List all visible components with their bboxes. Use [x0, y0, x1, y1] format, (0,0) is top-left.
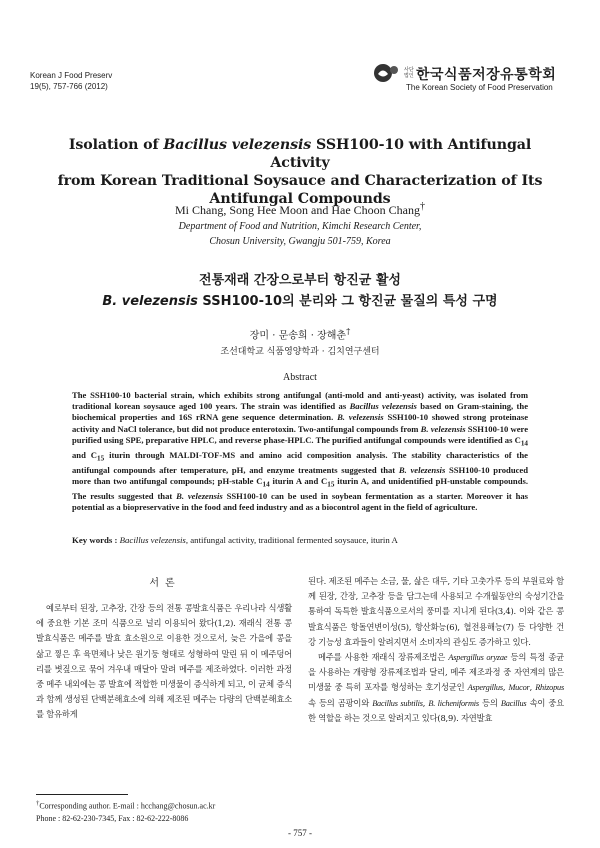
abstract-sub: 15 — [97, 454, 105, 463]
body-italic: Mucor — [508, 683, 530, 693]
footnote-line1: Corresponding author. E-mail : hcchang@chosun.ac.kr — [39, 801, 216, 811]
keywords-label: Key words : — [72, 535, 118, 545]
body-seg: , — [529, 682, 536, 693]
abstract-seg: based on Gram-staining, the biochemical properties and 16S rRNA gene sequence determination. — [72, 401, 529, 423]
abstract-sub: 14 — [520, 439, 528, 448]
affiliation-line2: Chosun University, Gwangju 501-759, Korea — [209, 236, 391, 247]
society-logo-icon — [372, 62, 402, 84]
body-italic: Aspergillus — [467, 683, 503, 693]
body-seg: 등의 특정 종균을 사용하는 개량형 장류제조법과 달리, 메주 제조과정 중 자연계의 많은 미생물 중 특히 포자를 형성하는 호기성균인 — [308, 652, 565, 693]
body-seg: 등의 — [478, 697, 501, 708]
abstract-heading: Abstract — [283, 372, 317, 383]
keywords-italic: Bacillus velezensis — [119, 535, 186, 545]
affiliation — [40, 219, 560, 249]
title-line1-pre: Isolation of — [68, 137, 164, 153]
abstract-seg: SSH100-10 can be used in soybean fermentation as a starter. Moreover it has potential as a biopreservative in the food and feed industry and as a biocontrol agent in the field of agriculture. — [72, 490, 528, 512]
body-italic: B. licheniformis — [428, 698, 479, 708]
footnote — [36, 798, 296, 825]
korean-authors-names: 장미 · 문송희 · 장해춘 — [249, 330, 347, 342]
korean-title-italic: B. velezensis — [102, 294, 198, 309]
authors-names: Mi Chang, Song Hee Moon and Hae Choon Chang — [175, 203, 420, 217]
society-korean-small: 사단 법인 — [404, 67, 414, 79]
abstract-italic: B. velezensis — [337, 412, 384, 423]
right-column — [308, 574, 564, 726]
abstract-seg: iturin through MALDI-TOF-MS and amino acid composition analysis. The stability characteristics of the antifungal compounds after temperature, pH, and enzyme treatments suggested that — [72, 449, 528, 475]
body-seg: 속 등의 곰팡이와 — [308, 697, 373, 708]
abstract-seg: SSH100-10 showed strong proteinase activity and NaCl tolerance, but did not produce enterotoxin. Two-antifungal compounds from — [72, 412, 529, 434]
abstract-italic: Bacillus velezensis — [349, 401, 417, 412]
authors — [40, 201, 560, 218]
page-number: - 757 - — [288, 828, 312, 838]
section-heading: 서론 — [149, 578, 181, 589]
abstract-italic: B. velezensis — [398, 464, 446, 475]
korean-authors — [40, 326, 560, 341]
abstract-seg: iturin A, and unidentified pH-unstable compounds. The results suggested that — [72, 475, 528, 501]
korean-title — [40, 270, 560, 312]
left-paragraph: 예로부터 된장, 고추장, 간장 등의 전통 콩발효식품은 우리나라 식생활에 중요한 기본 조미 식품으로 널리 이용되어 왔다(1,2). 재래식 전통 콩발효식품은 메주를 발효 효소원으로 이용한 것으로서, 늦은 가을에 콩을 삶고 찧은 후 육면체나 낮은 원기둥 형태로 성형하여 말린 뒤 이 메주덩어리를 볏짚으로 묶어 겨우내 매달아 말려 메주를 제조하였다. 이러한 과정 중 메주 내외에는 콩 발효에 적합한 미생물이 증식하게 되고, 이 균체 증식과 함께 생성된 단백분해효소에 의해 제조된 메주는 다량의 단백분해효소를 함유하게 — [36, 603, 292, 720]
body-seg: , — [422, 697, 429, 708]
abstract-seg: SSH100-10 produced more than two antifungal compounds; pH-stable C — [72, 464, 529, 486]
abstract-seg: The SSH100-10 bacterial strain, which exhibits strong antifungal (anti-mold and anti-yeast) activity, was isolated from traditional korean soysauce aged 100 years. The strain was identified as — [72, 390, 528, 412]
korean-authors-mark: † — [346, 326, 351, 336]
society-english-name: The Korean Society of Food Preservation — [406, 83, 553, 92]
body-italic: Rhizopus — [535, 683, 565, 693]
authors-mark: † — [419, 201, 425, 212]
abstract-text — [72, 390, 528, 513]
footnote-line2: Phone : 82-62-230-7345, Fax : 82-62-222-8086 — [36, 813, 189, 823]
abstract-sub: 14 — [262, 480, 270, 489]
abstract-italic: B. velezensis — [420, 423, 466, 434]
title-line1-italic: Bacillus velezensis — [163, 137, 312, 153]
abstract-seg: SSH100-10 were purified using SPE, preparative HPLC, and reverse phase-HPLC. The purified antifungal compounds were identified as C — [72, 423, 529, 445]
journal-citation — [30, 70, 112, 92]
body-seg: 속이 중요한 역할을 하는 것으로 알려지고 있다(8,9). 자연발효 — [308, 697, 564, 723]
journal-issue: 19(5), 757-766 (2012) — [30, 82, 108, 91]
title-line1-post: SSH100-10 with Antifungal Activity — [270, 137, 532, 171]
paper-title — [40, 136, 560, 208]
footnote-rule — [36, 794, 128, 795]
body-italic: Aspergillus oryzae — [448, 653, 508, 663]
right-paragraph-1: 된다. 제조된 메주는 소금, 물, 삶은 대두, 기타 고춧가루 등의 부원료와 함께 된장, 간장, 고추장 등을 담그는데 사용되고 수개월동안의 숙성기간을 통하여 독특한 발효식품으로서의 풍미를 지니게 된다(3,4). 이와 같은 콩발효식품은 항돌연변이성(5), 항산화능(6), 혈전용해능(7) 등 다양한 건강 기능성 효과들이 알려지면서 소비자의 관심도 증가하고 있다. — [308, 576, 564, 647]
body-italic: Bacillus — [500, 698, 527, 708]
right-paragraph-2 — [308, 650, 564, 726]
abstract-seg: iturin A and C — [269, 475, 328, 486]
footnote-mark: † — [36, 800, 40, 807]
keywords — [72, 535, 528, 545]
abstract-sub: 15 — [327, 480, 335, 489]
abstract-italic: B. velezensis — [176, 490, 223, 501]
abstract-seg: and C — [72, 449, 97, 460]
korean-affiliation: 조선대학교 식품영양학과 · 김치연구센터 — [220, 347, 380, 357]
keywords-rest: , antifungal activity, traditional fermented soysauce, iturin A — [185, 535, 398, 545]
body-seg: 메주를 사용한 재래식 장류제조법은 — [318, 652, 449, 663]
affiliation-line1: Department of Food and Nutrition, Kimchi Research Center, — [178, 221, 422, 232]
society-korean-name: 한국식품저장유통학회 — [416, 67, 557, 83]
title-line2: from Korean Traditional Soysauce and Characterization of Its — [57, 173, 543, 189]
korean-title-line2: SSH100-10의 분리와 그 항진균 물질의 특성 구명 — [197, 294, 498, 309]
left-column — [36, 601, 292, 723]
body-seg: , — [502, 682, 509, 693]
title-line3: Antifungal Compounds — [209, 191, 391, 207]
body-italic: Bacillus subtilis — [372, 698, 423, 708]
journal-name: Korean J Food Preserv — [30, 71, 113, 80]
korean-title-line1: 전통재래 간장으로부터 항진균 활성 — [199, 273, 401, 288]
